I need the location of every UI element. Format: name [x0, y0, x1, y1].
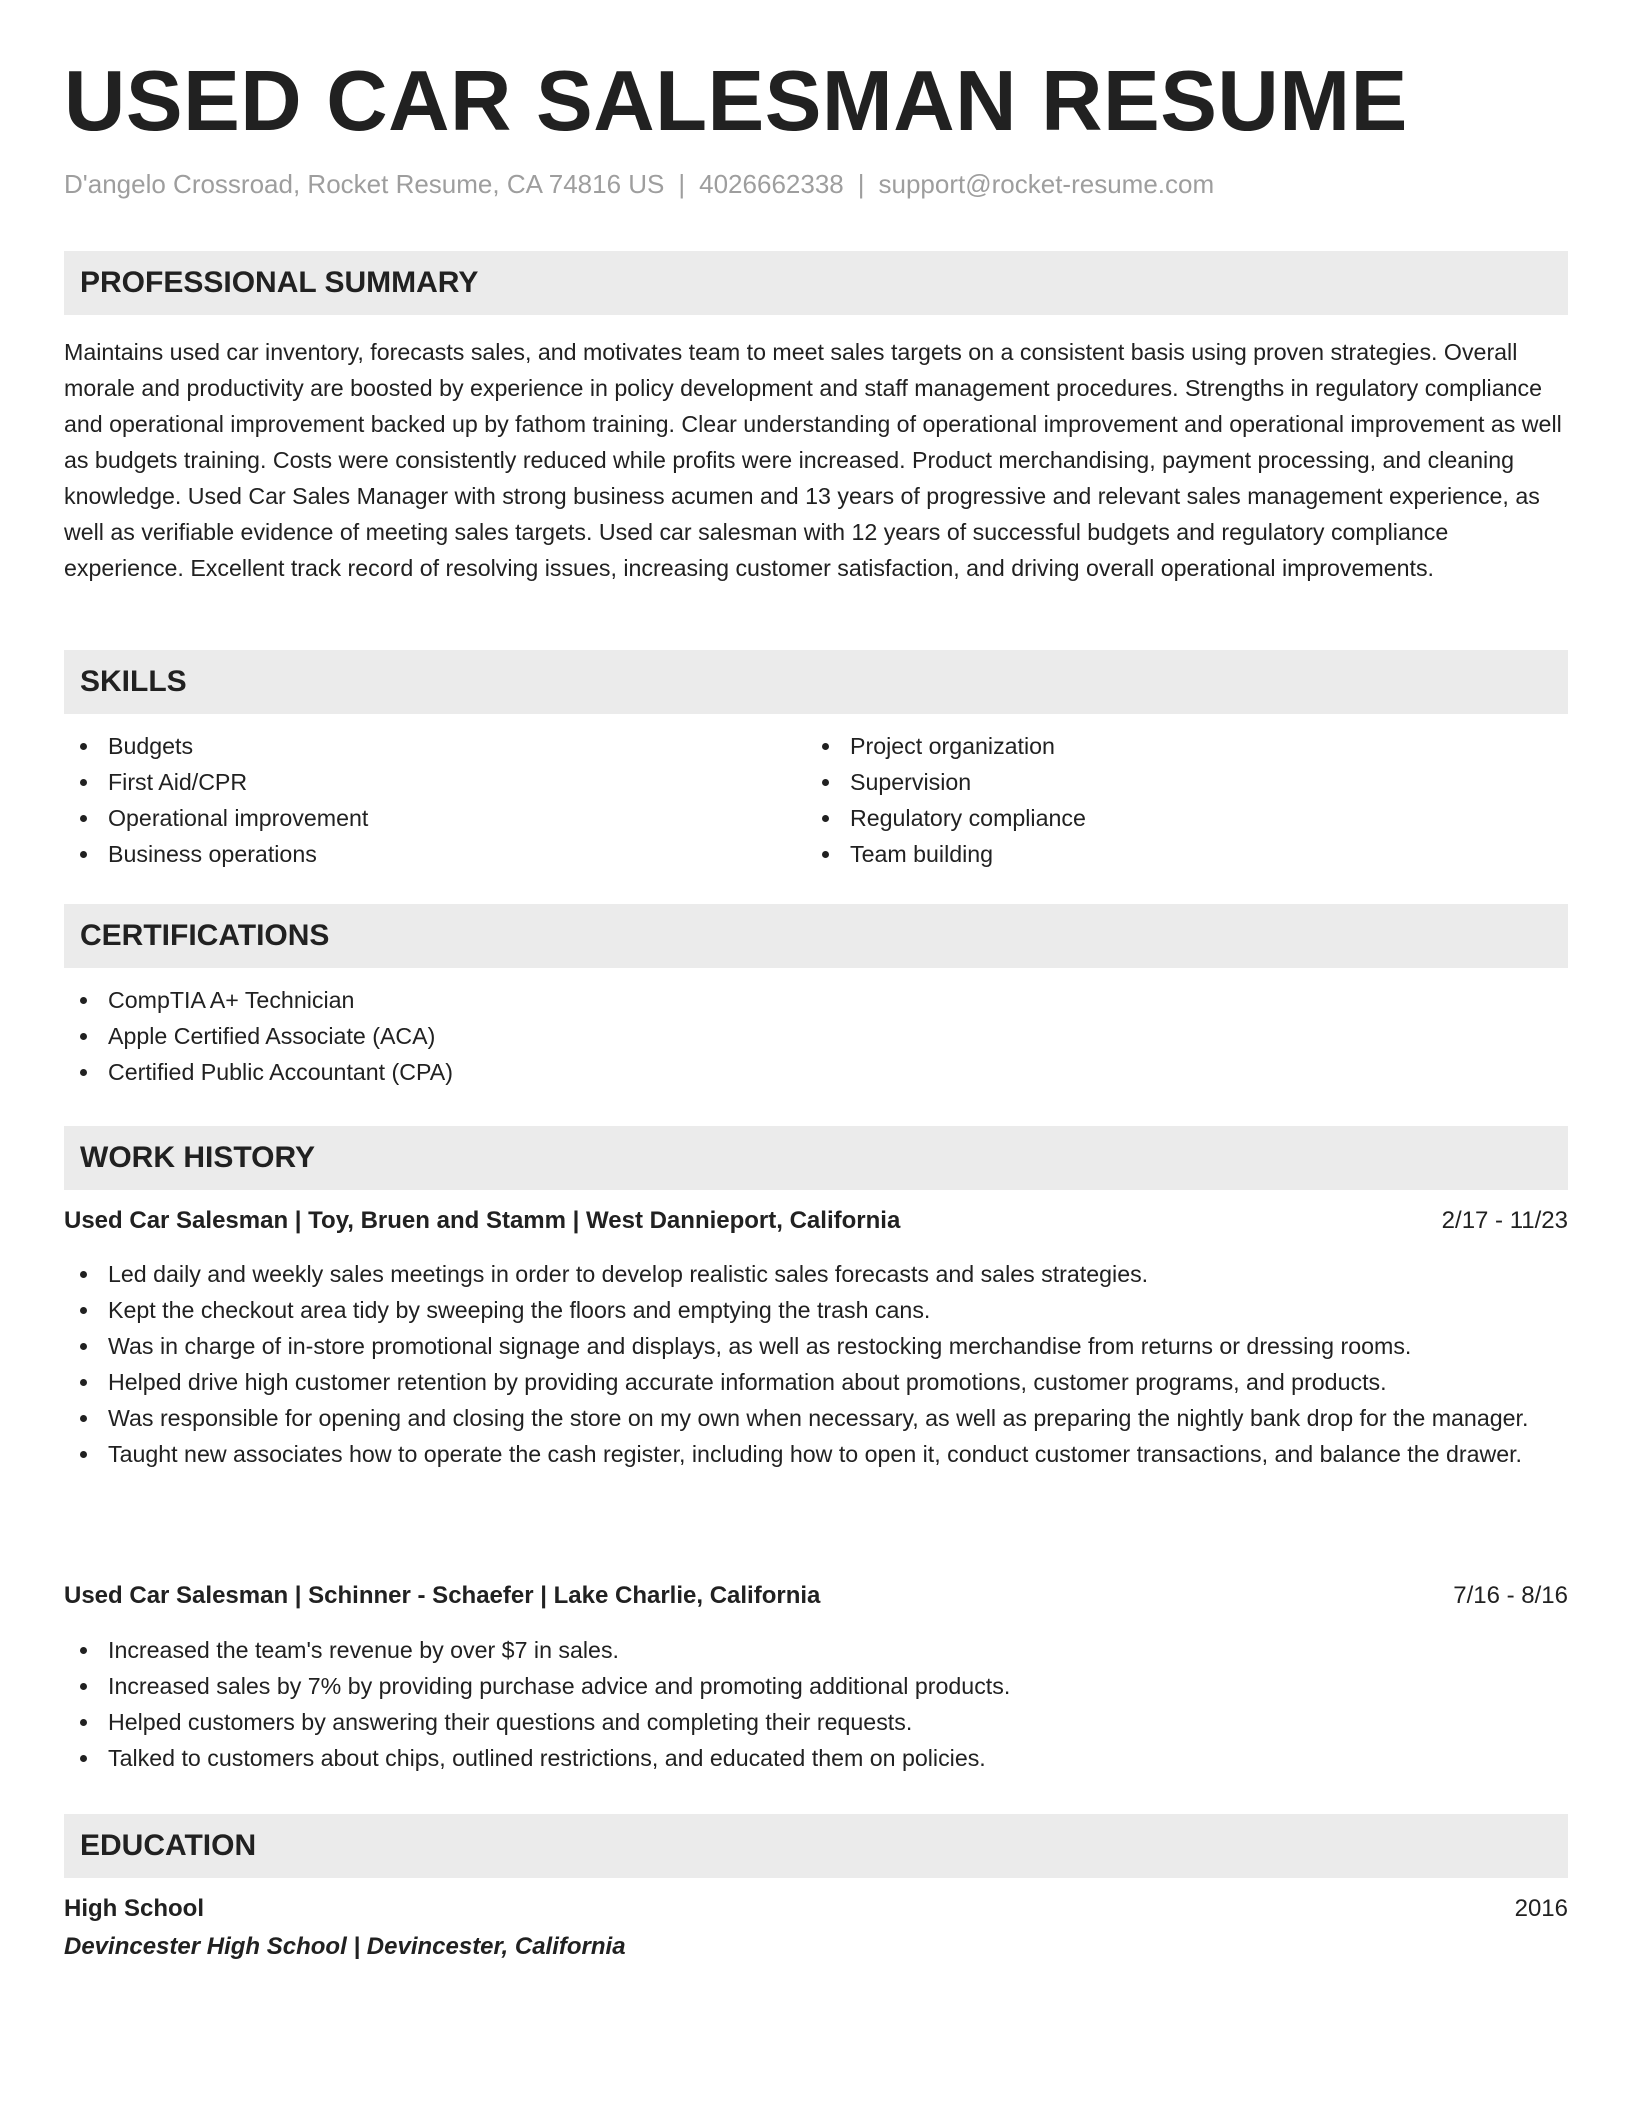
contact-email: support@rocket-resume.com: [878, 169, 1215, 199]
section-header-certifications: CERTIFICATIONS: [64, 904, 1568, 968]
education-degree: High School: [64, 1895, 204, 1922]
job-dates: 7/16 - 8/16: [1453, 1582, 1568, 1609]
education-school: Devincester High School | Devincester, California: [64, 1933, 626, 1960]
skill-item: Project organization: [806, 728, 1566, 764]
job-bullet: Increased sales by 7% by providing purchase advice and promoting additional products.: [64, 1668, 1568, 1704]
summary-text: Maintains used car inventory, forecasts sales, and motivates team to meet sales targets on a consistent basis using proven strategies. Overall morale and productivity are boosted by experience in policy development and staff management procedures. Strengths in regulatory compliance and operational improvement backed up by fathom training. Clear understanding of operational improvement and operational improvement as well as budgets training. Costs were consistently reduced while profits were increased. Product merchandising, payment processing, and cleaning knowledge. Used Car Sales Manager with strong business acumen and 13 years of progressive and relevant sales management experience, as well as verifiable evidence of meeting sales targets. Used car salesman with 12 years of successful budgets and regulatory compliance experience. Excellent track record of resolving issues, increasing customer satisfaction, and driving overall operational improvements.: [64, 339, 1562, 581]
skills-list-left: [64, 728, 799, 872]
skill-item: First Aid/CPR: [64, 764, 799, 800]
skill-item: Team building: [806, 836, 1566, 872]
job-bullet: Talked to customers about chips, outlined restrictions, and educated them on policies.: [64, 1740, 1568, 1776]
job-bullet: Taught new associates how to operate the cash register, including how to open it, conduct customer transactions, and balance the drawer.: [64, 1436, 1568, 1472]
section-header-education: EDUCATION: [64, 1814, 1568, 1878]
skill-item: Regulatory compliance: [806, 800, 1566, 836]
section-header-summary: PROFESSIONAL SUMMARY: [64, 251, 1568, 315]
job-bullet: Was responsible for opening and closing the store on my own when necessary, as well as preparing the nightly bank drop for the manager.: [64, 1400, 1568, 1436]
resume-title: USED CAR SALESMAN RESUME: [64, 54, 1408, 149]
job-title: Used Car Salesman | Toy, Bruen and Stamm | West Dannieport, California: [64, 1207, 901, 1234]
skill-item: Supervision: [806, 764, 1566, 800]
skill-item: Budgets: [64, 728, 799, 764]
job-bullet: Led daily and weekly sales meetings in order to develop realistic sales forecasts and sales strategies.: [64, 1256, 1568, 1292]
job-bullets: [64, 1256, 1568, 1472]
contact-address: D'angelo Crossroad, Rocket Resume, CA 74816 US: [64, 169, 665, 199]
certification-item: Apple Certified Associate (ACA): [64, 1018, 1568, 1054]
skill-item: Operational improvement: [64, 800, 799, 836]
skills-list-right: [806, 728, 1566, 872]
skill-item: Business operations: [64, 836, 799, 872]
certification-item: CompTIA A+ Technician: [64, 982, 1568, 1018]
contact-line: [64, 166, 1214, 202]
job-title: Used Car Salesman | Schinner - Schaefer | Lake Charlie, California: [64, 1582, 821, 1609]
education-year: 2016: [1514, 1895, 1568, 1922]
job-bullet: Increased the team's revenue by over $7 in sales.: [64, 1632, 1568, 1668]
section-header-skills: SKILLS: [64, 650, 1568, 714]
certifications-list: [64, 982, 1568, 1090]
contact-separator: |: [678, 169, 686, 199]
section-header-work-history: WORK HISTORY: [64, 1126, 1568, 1190]
job-dates: 2/17 - 11/23: [1441, 1207, 1568, 1234]
job-bullet: Helped drive high customer retention by providing accurate information about promotions, customer programs, and products.: [64, 1364, 1568, 1400]
job-bullet: Helped customers by answering their questions and completing their requests.: [64, 1704, 1568, 1740]
job-bullet: Was in charge of in-store promotional signage and displays, as well as restocking merchandise from returns or dressing rooms.: [64, 1328, 1568, 1364]
contact-separator: |: [857, 169, 865, 199]
contact-phone: 4026662338: [699, 169, 844, 199]
certification-item: Certified Public Accountant (CPA): [64, 1054, 1568, 1090]
job-bullets: [64, 1632, 1568, 1776]
job-bullet: Kept the checkout area tidy by sweeping the floors and emptying the trash cans.: [64, 1292, 1568, 1328]
